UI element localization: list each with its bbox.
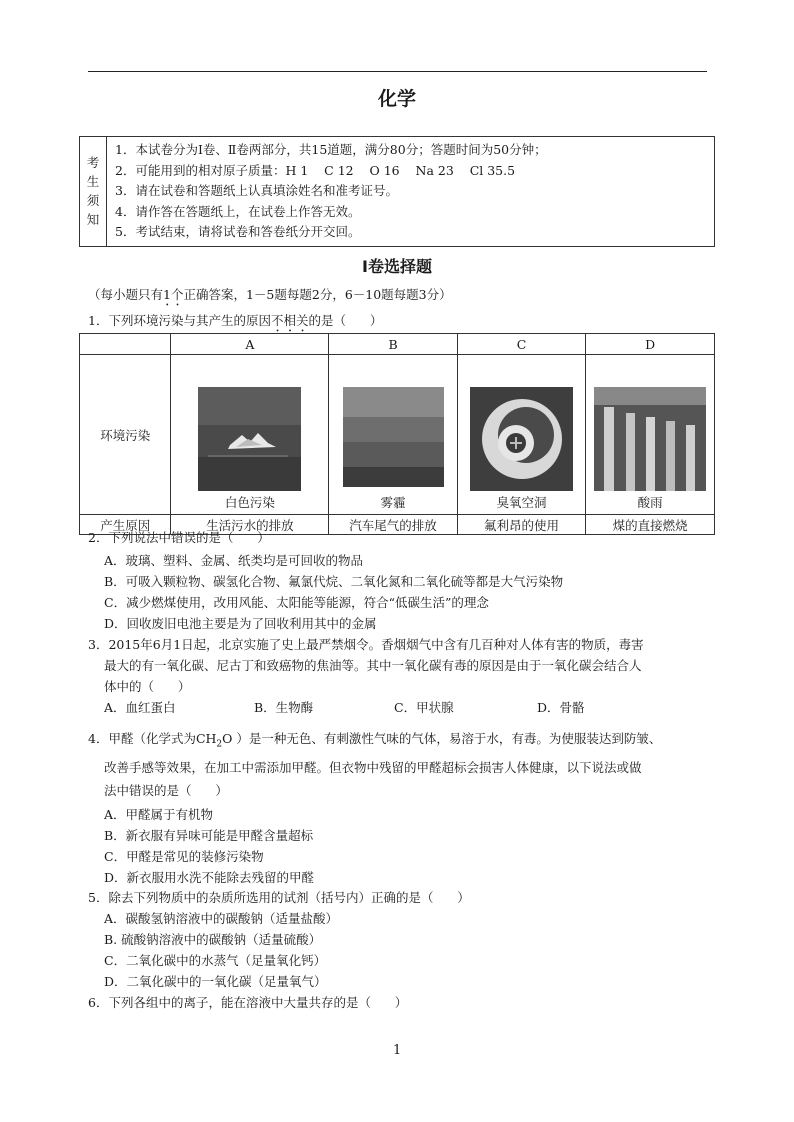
notice-item: 1．本试卷分为Ⅰ卷、Ⅱ卷两部分，共15道题，满分80分；答题时间为50分钟； bbox=[115, 142, 547, 157]
section-title: Ⅰ卷选择题 bbox=[362, 257, 432, 276]
q1-cell-b bbox=[329, 355, 457, 515]
q2-option-a: A．玻璃、塑料、金属、纸类均是可回收的物品 bbox=[104, 553, 364, 568]
q4-option-c: C．甲醛是常见的装修污染物 bbox=[104, 849, 264, 864]
q1-cause-a: 生活污水的排放 bbox=[171, 515, 329, 535]
q3-option-d: D．骨骼 bbox=[537, 700, 585, 715]
q4-option-a: A．甲醛属于有机物 bbox=[104, 807, 214, 822]
q1-pollution-d: 酸雨 bbox=[637, 495, 663, 510]
q2-option-b: B．可吸入颗粒物、碳氢化合物、氟氯代烷、二氧化氮和二氧化硫等都是大气污染物 bbox=[104, 574, 564, 589]
notice-item: 2．可能用到的相对原子质量：H 1 C 12 O 16 Na 23 Cl 35.5 bbox=[115, 162, 516, 178]
q3-option-a: A．血红蛋白 bbox=[104, 700, 176, 715]
q1-row-label-cause: 产生原因 bbox=[80, 515, 171, 535]
q5-option-b: B. 硫酸钠溶液中的碳酸钠（适量硫酸） bbox=[104, 932, 322, 947]
q1-stem-text: 1．下列环境污染与其产生的原因 bbox=[88, 313, 271, 328]
q1-table bbox=[79, 333, 715, 535]
q5-option-c: C．二氧化碳中的水蒸气（足量氧化钙） bbox=[104, 953, 327, 968]
q4-option-d: D．新衣服用水洗不能除去残留的甲醛 bbox=[104, 870, 315, 885]
q1-pollution-b: 雾霾 bbox=[380, 495, 406, 510]
q3-line-2: 最大的有一氧化碳、尼古丁和致癌物的焦油等。其中一氧化碳有毒的原因是由于一氧化碳会结合人 bbox=[104, 658, 642, 673]
q1-header-a: A bbox=[171, 334, 329, 355]
notice-label bbox=[80, 137, 107, 247]
q1-stem bbox=[88, 311, 382, 335]
q3-line-1: 3．2015年6月1日起，北京实施了史上最严禁烟令。香烟烟气中含有几百种对人体有害的物质，毒害 bbox=[88, 637, 644, 652]
q3-option-c: C．甲状腺 bbox=[394, 700, 454, 715]
white-pollution-photo bbox=[198, 387, 301, 491]
q1-cause-c: 氟利昂的使用 bbox=[457, 515, 586, 535]
q1-cell-a bbox=[171, 355, 329, 515]
q5-option-a: A．碳酸氢钠溶液中的碳酸钠（适量盐酸） bbox=[104, 911, 339, 926]
q1-cause-d: 煤的直接燃烧 bbox=[586, 515, 715, 535]
q1-pollution-c: 臭氧空洞 bbox=[496, 495, 547, 510]
q2-option-c: C．减少燃煤使用，改用风能、太阳能等能源，符合“低碳生活”的理念 bbox=[104, 595, 489, 610]
q1-corner-cell bbox=[80, 334, 171, 355]
q1-header-b: B bbox=[329, 334, 457, 355]
q4-line-3: 法中错误的是（ ） bbox=[104, 783, 228, 798]
q1-cell-d bbox=[586, 355, 715, 515]
q4-line-1-text: O ）是一种无色、有刺激性气味的气体，易溶于水，有毒。为使服装达到防皱、 bbox=[222, 731, 662, 746]
instructions-text: （每小题只有 bbox=[88, 287, 164, 302]
q1-stem-emphasis: 不相关 bbox=[270, 313, 309, 328]
q3-option-b: B．生物酶 bbox=[254, 700, 314, 715]
q1-cell-c bbox=[457, 355, 586, 515]
instructions-text: 正确答案，1－5题每题2分，6－10题每题3分） bbox=[183, 287, 452, 302]
page-number: 1 bbox=[393, 1043, 402, 1058]
q1-header-c: C bbox=[457, 334, 586, 355]
q6-stem: 6．下列各组中的离子，能在溶液中大量共存的是（ ） bbox=[88, 995, 408, 1010]
q1-stem-text: 的是（ ） bbox=[308, 313, 383, 328]
notice-label-char: 须 bbox=[86, 193, 100, 209]
q1-row-label-pollution: 环境污染 bbox=[80, 355, 171, 515]
notice-label-char: 考 bbox=[86, 155, 100, 171]
q4-line-2: 改善手感等效果，在加工中需添加甲醛。但衣物中残留的甲醛超标会损害人体健康，以下说法或做 bbox=[104, 760, 642, 775]
notice-label-char: 生 bbox=[86, 174, 100, 190]
q4-line-1 bbox=[88, 729, 661, 750]
q1-pollution-a: 白色污染 bbox=[224, 495, 275, 510]
smog-photo bbox=[343, 387, 444, 487]
q2-option-d: D．回收废旧电池主要是为了回收利用其中的金属 bbox=[104, 616, 377, 631]
ozone-hole-photo bbox=[470, 387, 573, 491]
notice-item: 3．请在试卷和答题纸上认真填涂姓名和准考证号。 bbox=[115, 183, 398, 198]
q3-line-3: 体中的（ ） bbox=[104, 679, 191, 694]
q1-cause-b: 汽车尾气的排放 bbox=[329, 515, 457, 535]
q4-option-b: B．新衣服有异味可能是甲醛含量超标 bbox=[104, 828, 314, 843]
q1-header-d: D bbox=[586, 334, 715, 355]
q5-stem: 5．除去下列物质中的杂质所选用的试剂（括号内）正确的是（ ） bbox=[88, 890, 470, 905]
q4-line-1-text: 4．甲醛（化学式为CH bbox=[88, 731, 217, 746]
q5-option-d: D．二氧化碳中的一氧化碳（足量氧气） bbox=[104, 974, 327, 989]
notice-label-char: 知 bbox=[86, 212, 100, 228]
notice-item: 4．请作答在答题纸上，在试卷上作答无效。 bbox=[115, 203, 361, 219]
page-title: 化学 bbox=[377, 88, 416, 110]
notice-item: 5．考试结束，请将试卷和答卷纸分开交回。 bbox=[115, 224, 361, 239]
header-rule bbox=[88, 71, 707, 72]
exam-notice-box bbox=[79, 136, 715, 247]
q2-stem: 2．下列说法中错误的是（ ） bbox=[88, 530, 270, 545]
acid-rain-photo bbox=[594, 387, 706, 491]
notice-body bbox=[107, 137, 715, 247]
section-instructions bbox=[88, 285, 452, 309]
q4-formula-subscript: 2 bbox=[216, 739, 223, 750]
instructions-emphasis: 1个 bbox=[163, 287, 184, 302]
